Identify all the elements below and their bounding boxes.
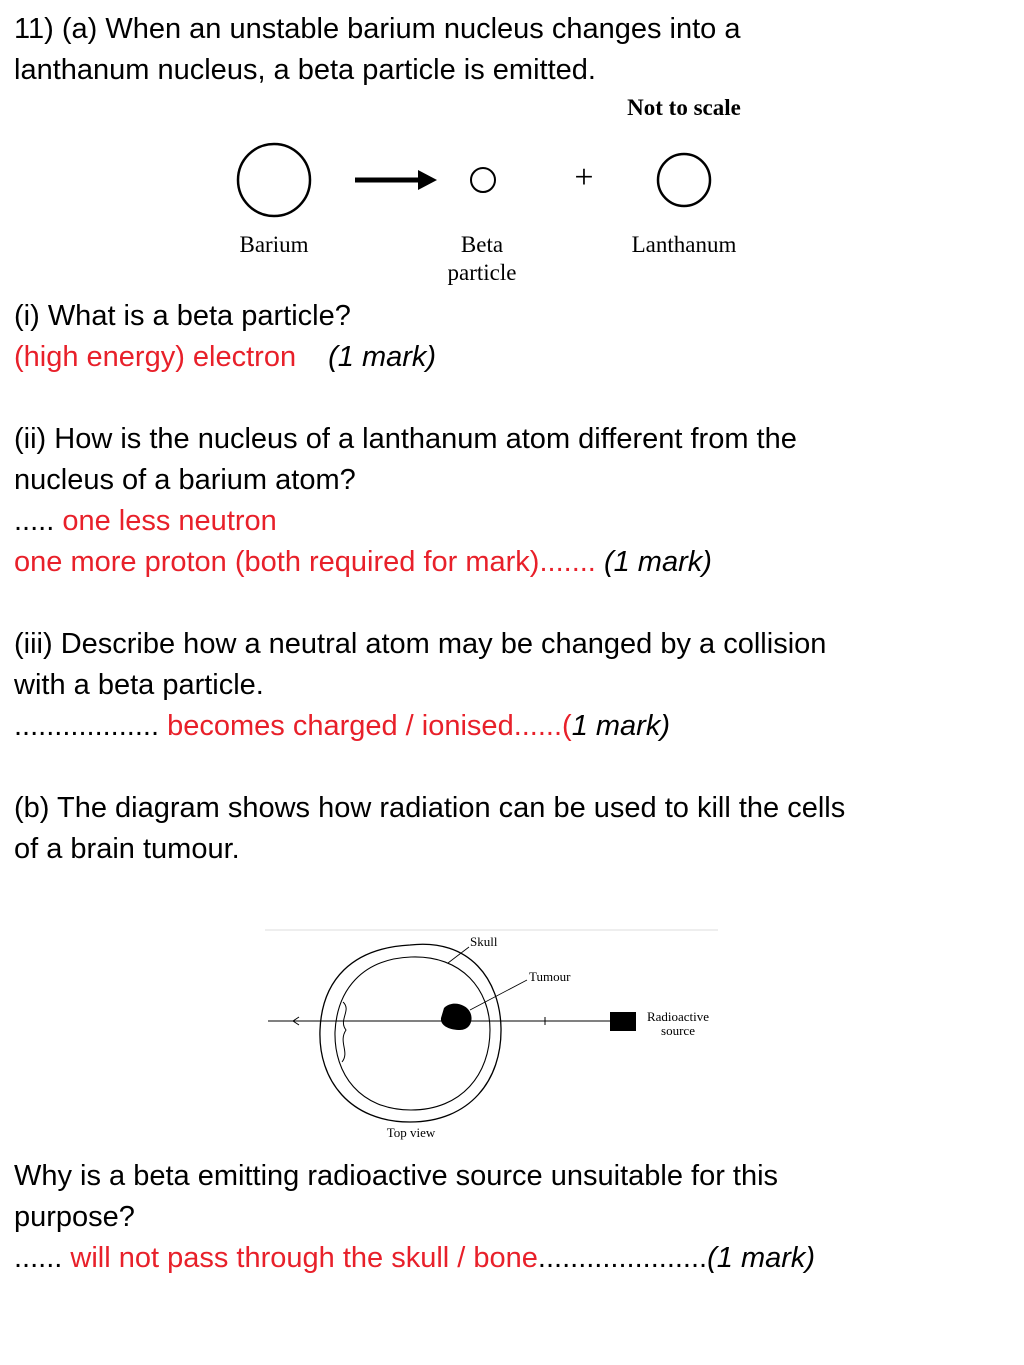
beta-particle-circle — [471, 168, 495, 192]
answer-why: will not pass through the skull / bone — [70, 1242, 538, 1274]
question-ii-line-2: nucleus of a barium atom? — [14, 464, 356, 496]
answer-ii-b: one more proton (both required for mark)....... — [14, 546, 596, 578]
question-why-line-1: Why is a beta emitting radioactive source unsuitable for this — [14, 1160, 779, 1192]
mark-iii: 1 mark) — [571, 710, 670, 742]
skull-suture-line — [342, 1002, 346, 1062]
beam-arrowhead-icon — [293, 1017, 299, 1025]
answer-iii: becomes charged / ionised......( — [167, 710, 572, 742]
answer-i: (high energy) electron — [14, 341, 297, 373]
skull-leader-line — [448, 947, 469, 963]
skull-inner-outline — [335, 957, 490, 1110]
radioactive-source-block — [610, 1012, 636, 1031]
question-iii-line-1: (iii) Describe how a neutral atom may be changed by a collision — [14, 628, 827, 660]
barium-label: Barium — [239, 232, 309, 257]
question-11-line-2: lanthanum nucleus, a beta particle is emitted. — [14, 54, 596, 86]
skull-label: Skull — [470, 934, 498, 949]
lanthanum-nucleus — [658, 154, 710, 206]
arrow-icon — [355, 170, 437, 190]
source-label-line-1: Radioactive — [646, 1009, 710, 1024]
tumour-label: Tumour — [529, 969, 571, 984]
dots-ii: ..... — [14, 505, 55, 537]
answer-iii-line — [14, 706, 670, 747]
decay-diagram — [0, 0, 1024, 300]
barium-nucleus — [238, 144, 310, 216]
question-i: (i) What is a beta particle? — [14, 300, 351, 332]
answer-ii-a: one less neutron — [62, 505, 277, 537]
answer-i-line — [14, 337, 436, 378]
not-to-scale-label: Not to scale — [627, 95, 741, 120]
answer-why-line — [14, 1238, 815, 1279]
tumour-leader-line — [470, 980, 527, 1010]
beta-label-line-1: Beta — [460, 232, 504, 257]
question-b-line-1: (b) The diagram shows how radiation can be used to kill the cells — [14, 792, 846, 824]
mark-why: (1 mark) — [707, 1242, 816, 1274]
question-iii-line-2: with a beta particle. — [14, 669, 264, 701]
answer-ii-line-2 — [14, 542, 712, 583]
source-label-line-2: source — [661, 1023, 695, 1038]
dots-why-a: ...... — [14, 1242, 63, 1274]
mark-i: (1 mark) — [328, 341, 437, 373]
skull-outer-outline — [320, 944, 501, 1122]
question-ii-line-1: (ii) How is the nucleus of a lanthanum atom different from the — [14, 423, 797, 455]
beta-label-line-2: particle — [447, 260, 517, 285]
mark-ii: (1 mark) — [603, 546, 712, 578]
question-b-line-2: of a brain tumour. — [14, 833, 240, 865]
dots-iii: .................. — [14, 710, 160, 742]
answer-ii-line-1 — [14, 501, 277, 542]
tumour-shape — [441, 1004, 472, 1030]
plus-sign: + — [574, 159, 594, 196]
question-why-line-2: purpose? — [14, 1201, 135, 1233]
top-view-label: Top view — [386, 1125, 436, 1140]
dots-why-b: ..................... — [537, 1242, 708, 1274]
lanthanum-label: Lanthanum — [631, 232, 737, 257]
question-11-line-1: 11) (a) When an unstable barium nucleus changes into a — [14, 13, 741, 45]
